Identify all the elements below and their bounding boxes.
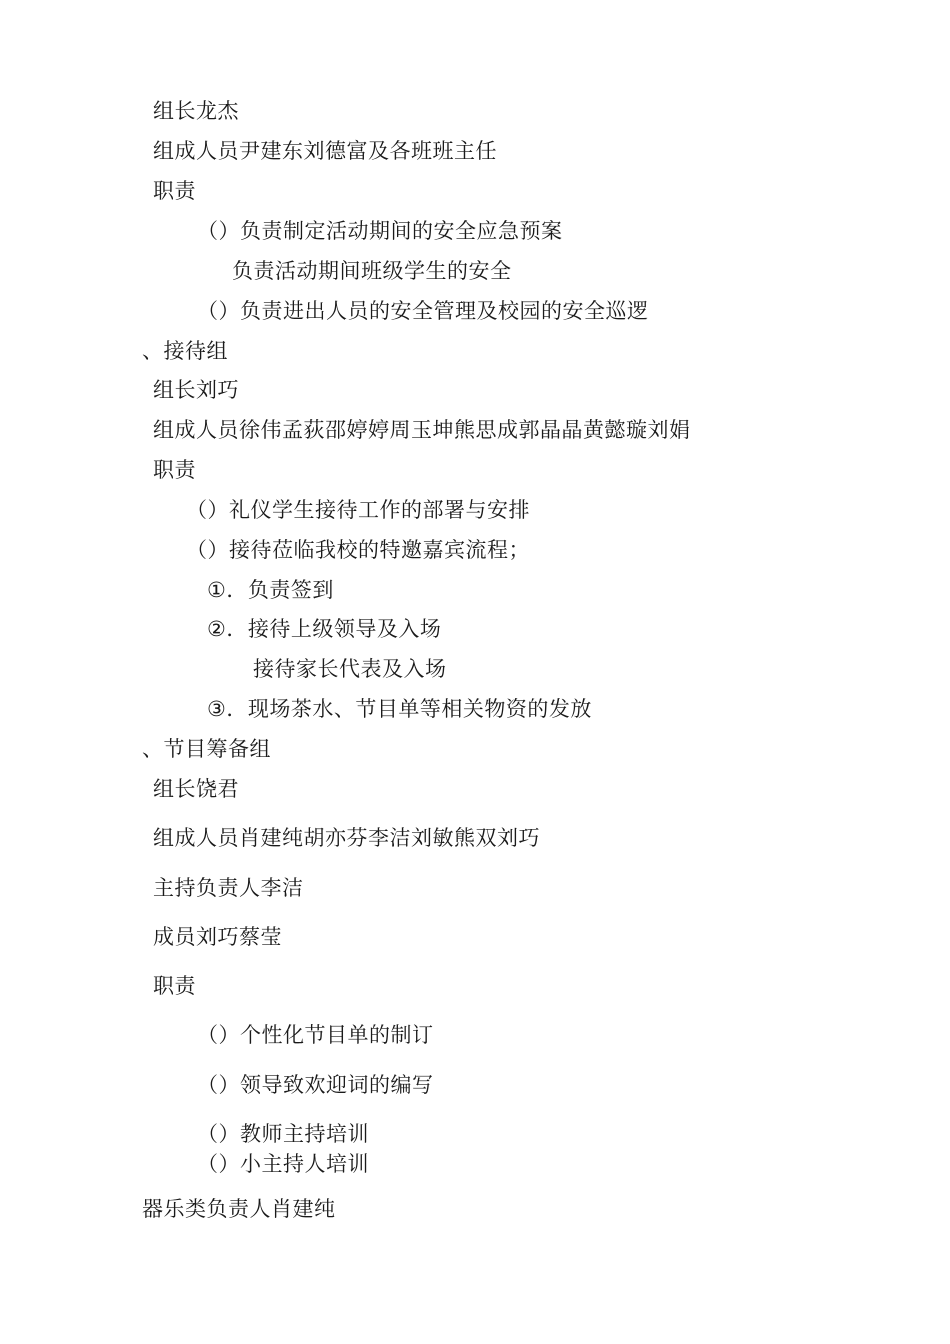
duty-item-3-program: （）教师主持培训 xyxy=(197,1122,369,1146)
group-members-safety: 组成人员尹建东刘德富及各班班主任 xyxy=(153,139,497,163)
process-step-1: ①．负责签到 xyxy=(207,578,334,602)
group-members-reception: 组成人员徐伟孟荻邵婷婷周玉坤熊思成郭晶晶黄懿璇刘娟 xyxy=(153,418,691,442)
duty-item-1-safety: （）负责制定活动期间的安全应急预案 xyxy=(197,219,563,243)
group-members-program: 组成人员肖建纯胡亦芬李洁刘敏熊双刘巧 xyxy=(153,826,540,850)
duty-item-3-safety: （）负责进出人员的安全管理及校园的安全巡逻 xyxy=(197,299,649,323)
duty-item-2-safety: 负责活动期间班级学生的安全 xyxy=(232,259,512,283)
section-heading-program: 、节目筹备组 xyxy=(142,737,271,761)
group-leader-safety: 组长龙杰 xyxy=(153,99,239,123)
process-step-2: ②．接待上级领导及入场 xyxy=(207,617,442,641)
duty-item-1-reception: （）礼仪学生接待工作的部署与安排 xyxy=(186,498,530,522)
section-heading-reception: 、接待组 xyxy=(142,339,228,363)
duty-item-2-reception: （）接待莅临我校的特邀嘉宾流程； xyxy=(186,538,530,562)
duties-heading-reception: 职责 xyxy=(153,458,196,482)
process-step-3: ③．现场茶水、节目单等相关物资的发放 xyxy=(207,697,592,721)
duties-heading-program: 职责 xyxy=(153,974,196,998)
group-leader-program: 组长饶君 xyxy=(153,777,239,801)
members-program: 成员刘巧蔡莹 xyxy=(153,925,282,949)
duty-item-4-program: （）小主持人培训 xyxy=(197,1152,369,1176)
duties-heading-safety: 职责 xyxy=(153,179,196,203)
host-lead-program: 主持负责人李洁 xyxy=(153,876,304,900)
duty-item-2-program: （）领导致欢迎词的编写 xyxy=(197,1073,434,1097)
duty-item-1-program: （）个性化节目单的制订 xyxy=(197,1023,434,1047)
group-leader-reception: 组长刘巧 xyxy=(153,378,239,402)
instrument-lead: 器乐类负责人肖建纯 xyxy=(142,1197,336,1221)
process-step-2b: 接待家长代表及入场 xyxy=(253,657,447,681)
